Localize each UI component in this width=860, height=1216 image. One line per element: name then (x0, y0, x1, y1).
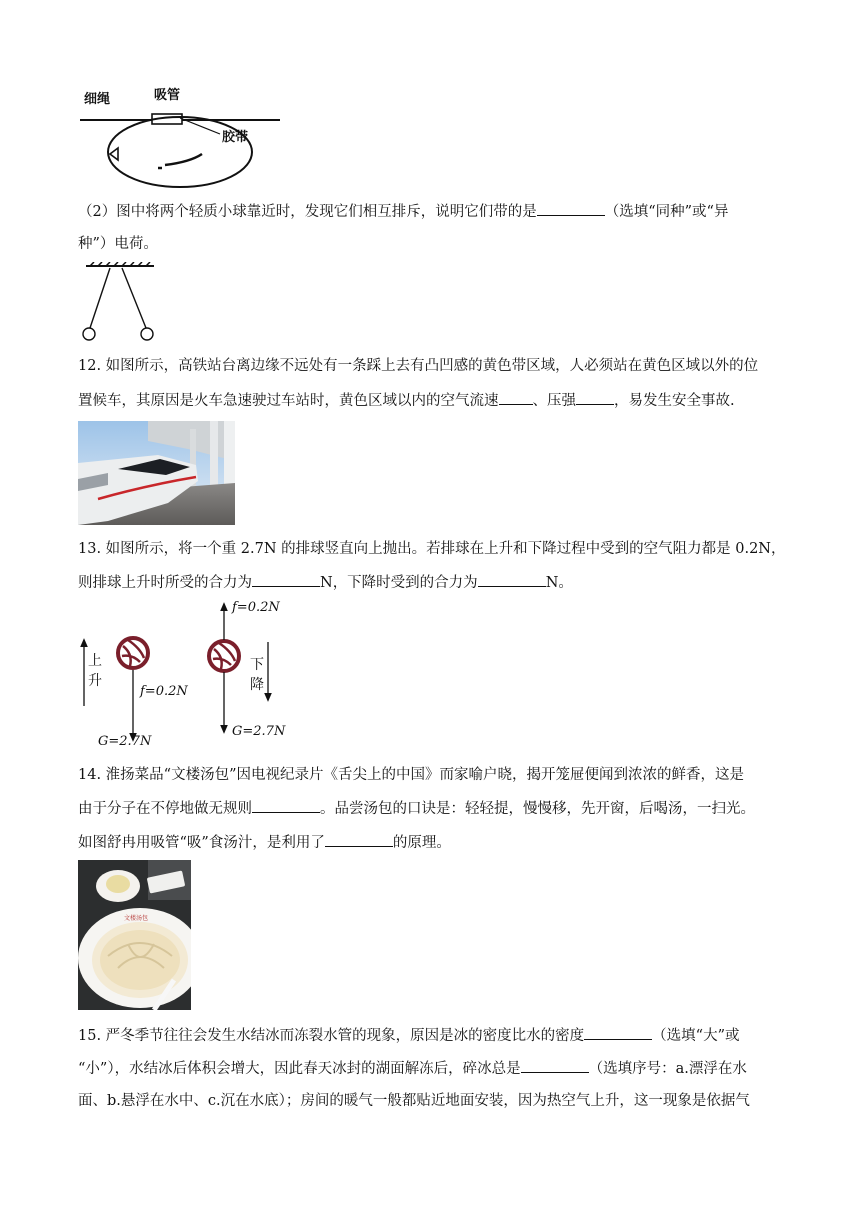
force-label-g-falling: G=2.7N (232, 724, 286, 739)
left-thread (90, 268, 110, 328)
answer-blank[interactable] (576, 390, 614, 405)
right-thread (122, 268, 146, 328)
rising-label-1: 上 (88, 653, 102, 669)
answer-blank[interactable] (252, 798, 320, 813)
straw-label: 吸管 (154, 88, 181, 103)
q12-line1: 12. 如图所示，高铁站台离边缘不远处有一条踩上去有凸凹感的黄色带区域，人必须站在黄色区域以外的位 (78, 358, 759, 374)
volleyball-force-diagram (78, 598, 298, 750)
answer-blank[interactable] (252, 572, 320, 587)
string-label: 细绳 (84, 92, 111, 107)
answer-blank[interactable] (521, 1058, 589, 1073)
force-label-g-rising: G=2.7N (98, 734, 152, 749)
q11-2-line2: 种”）电荷。 (78, 236, 158, 252)
answer-blank[interactable] (537, 201, 605, 216)
plate-logo: 文楼汤包 (124, 915, 149, 922)
right-ball (141, 328, 153, 340)
falling-label-2: 降 (250, 677, 264, 693)
rising-label-2: 升 (88, 673, 102, 689)
force-label-f-falling: f=0.2N (232, 600, 280, 615)
q15-line1: 15. 严冬季节往往会发生水结冰而冻裂水管的现象，原因是冰的密度比水的密度 （选填“大”或 (78, 1025, 740, 1046)
hanging-balls-diagram (80, 262, 160, 346)
balloon-straw-diagram (80, 82, 280, 192)
tape-label: 胶带 (222, 130, 249, 145)
q12-line2: 置候车，其原因是火车急速驶过车站时，黄色区域以内的空气流速 、压强 ，易发生安全事故. (78, 390, 735, 411)
q14-line3: 如图舒冉用吸管“吸”食汤汁，是利用了 的原理。 (78, 832, 451, 853)
q15-line2: “小”），水结冰后体积会增大，因此春天冰封的湖面解冻后，碎冰总是 （选填序号：a.漂浮在水 (78, 1058, 747, 1079)
answer-blank[interactable] (325, 832, 393, 847)
left-ball (83, 328, 95, 340)
balloon-knot (110, 148, 118, 160)
force-label-f-rising: f=0.2N (140, 684, 188, 699)
dumpling-photo-drawing (78, 860, 191, 1010)
q13-line2: 则排球上升时所受的合力为 N，下降时受到的合力为 N。 (78, 572, 573, 593)
hanging-balls-drawing (80, 262, 160, 346)
high-speed-train-photo (78, 421, 235, 525)
answer-blank[interactable] (499, 390, 533, 405)
q14-line2: 由于分子在不停地做无规则 。品尝汤包的口诀是：轻轻提，慢慢移，先开窗，后喝汤，一扫光。 (78, 798, 755, 819)
soup-dumpling-photo (78, 860, 191, 1010)
falling-label-1: 下 (250, 657, 264, 673)
train-photo-drawing (78, 421, 235, 525)
q15-line3: 面、b.悬浮在水中、c.沉在水底）；房间的暖气一般都贴近地面安装，因为热空气上升，这一现象是依据气 (78, 1093, 750, 1109)
q14-line1: 14. 淮扬菜品“文楼汤包”因电视纪录片《舌尖上的中国》而家喻户晓，揭开笼屉便闻到浓浓的鲜香，这是 (78, 767, 744, 783)
answer-blank[interactable] (478, 572, 546, 587)
answer-blank[interactable] (584, 1025, 652, 1040)
q11-2-line1: （2）图中将两个轻质小球靠近时，发现它们相互排斥，说明它们带的是 （选填“同种”或“异 (78, 201, 728, 222)
q13-line1: 13. 如图所示，将一个重 2.7N 的排球竖直向上抛出。若排球在上升和下降过程中受到的空气阻力都是 0.2N， (78, 541, 786, 557)
balloon-highlight (165, 154, 202, 165)
